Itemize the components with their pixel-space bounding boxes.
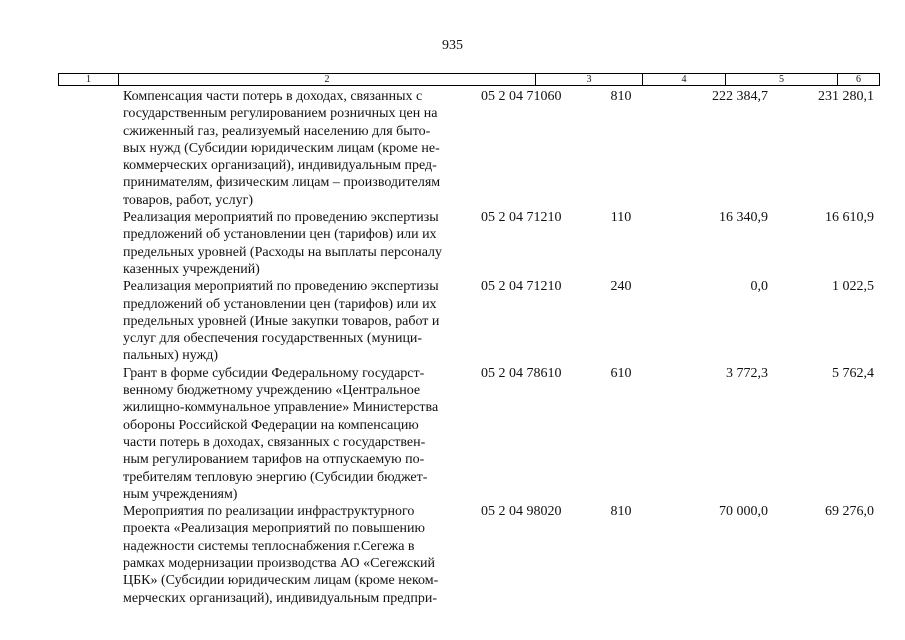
row-value-year-2: 5 762,4 xyxy=(832,365,874,381)
description-line: предельных уровней (Расходы на выплаты персоналу xyxy=(123,244,443,260)
row-value-year-1: 0,0 xyxy=(750,279,768,295)
description-line: пальных) нужд) xyxy=(123,348,219,364)
description-line: Реализация мероприятий по проведению экспертизы xyxy=(123,210,439,226)
row-description xyxy=(123,209,470,278)
row-value-year-2: 231 280,1 xyxy=(818,89,874,104)
row-value-year-1: 3 772,3 xyxy=(726,365,768,381)
row-description xyxy=(123,365,470,503)
row-code: 05 2 04 78610 xyxy=(481,365,562,381)
description-line: казенных учреждений) xyxy=(123,261,260,277)
row-value-year-2: 16 610,9 xyxy=(825,210,874,226)
description-line: коммерческих организаций), индивидуальным пред- xyxy=(123,158,437,174)
row-value-year-2: 1 022,5 xyxy=(832,279,874,295)
table-row xyxy=(0,503,905,607)
description-line: мерческих организаций), индивидуальным предпри- xyxy=(123,590,438,606)
description-line: предложений об установлении цен (тарифов) или их xyxy=(123,296,437,312)
row-code: 05 2 04 71210 xyxy=(481,210,562,226)
description-line: обороны Российской Федерации на компенсацию xyxy=(123,417,419,433)
description-line: ным регулированием тарифов на отпускаемую по- xyxy=(123,452,425,468)
description-line: ным учреждениям) xyxy=(123,486,238,502)
row-description xyxy=(123,88,470,209)
row-code: 05 2 04 98020 xyxy=(481,504,562,520)
description-line: жилищно-коммунальное управление» Министерства xyxy=(123,400,439,416)
row-code: 05 2 04 71210 xyxy=(481,279,562,295)
description-line: части потерь в доходах, связанных с государствен- xyxy=(123,434,426,450)
row-value-year-2: 69 276,0 xyxy=(825,504,874,520)
column-header-2: 2 xyxy=(119,74,536,85)
table-header-row xyxy=(58,73,880,86)
description-line: Реализация мероприятий по проведению экспертизы xyxy=(123,279,439,295)
table-row xyxy=(0,365,905,503)
column-header-6: 6 xyxy=(856,74,861,85)
row-description xyxy=(123,278,470,364)
column-header-1: 1 xyxy=(59,74,119,85)
description-line: сжиженный газ, реализуемый населению для быто- xyxy=(123,123,431,139)
table-row xyxy=(0,278,905,364)
table-row xyxy=(0,209,905,278)
row-expense-type: 240 xyxy=(610,279,632,295)
description-line: услуг для обеспечения государственных (муници- xyxy=(123,331,423,347)
row-expense-type: 810 xyxy=(610,504,632,520)
description-line: Грант в форме субсидии Федеральному государст- xyxy=(123,365,425,381)
description-line: товаров, работ, услуг) xyxy=(123,192,254,208)
row-value-year-1: 16 340,9 xyxy=(719,210,768,226)
page-number: 935 xyxy=(442,38,463,53)
description-line: венному бюджетному учреждению «Центральное xyxy=(123,383,421,399)
description-line: Компенсация части потерь в доходах, связанных с xyxy=(123,89,423,104)
description-line: вых нужд (Субсидии юридическим лицам (кроме не- xyxy=(123,140,440,156)
description-line: надежности системы теплоснабжения г.Сегежа в xyxy=(123,538,415,554)
description-line: проекта «Реализация мероприятий по повышению xyxy=(123,521,426,537)
description-line: требителям тепловую энергию (Субсидии бюджет- xyxy=(123,469,428,485)
row-description xyxy=(123,503,470,607)
column-header-5: 5 xyxy=(726,74,838,85)
row-expense-type: 110 xyxy=(610,210,632,226)
description-line: предельных уровней (Иные закупки товаров, работ и xyxy=(123,313,440,329)
row-value-year-1: 222 384,7 xyxy=(712,89,768,104)
description-line: рамках модернизации производства АО «Сегежский xyxy=(123,556,436,572)
description-line: ЦБК» (Субсидии юридическим лицам (кроме неком- xyxy=(123,573,439,589)
description-line: принимателям, физическим лицам – производителям xyxy=(123,175,441,191)
description-line: государственным регулированием розничных цен на xyxy=(123,106,438,122)
table-body xyxy=(0,88,905,607)
row-code: 05 2 04 71060 xyxy=(481,89,562,104)
description-line: Мероприятия по реализации инфраструктурного xyxy=(123,504,415,520)
column-header-3: 3 xyxy=(536,74,643,85)
column-header-4: 4 xyxy=(643,74,726,85)
row-expense-type: 610 xyxy=(610,365,632,381)
table-row xyxy=(0,88,905,209)
row-value-year-1: 70 000,0 xyxy=(719,504,768,520)
row-expense-type: 810 xyxy=(610,89,632,104)
description-line: предложений об установлении цен (тарифов) или их xyxy=(123,227,437,243)
